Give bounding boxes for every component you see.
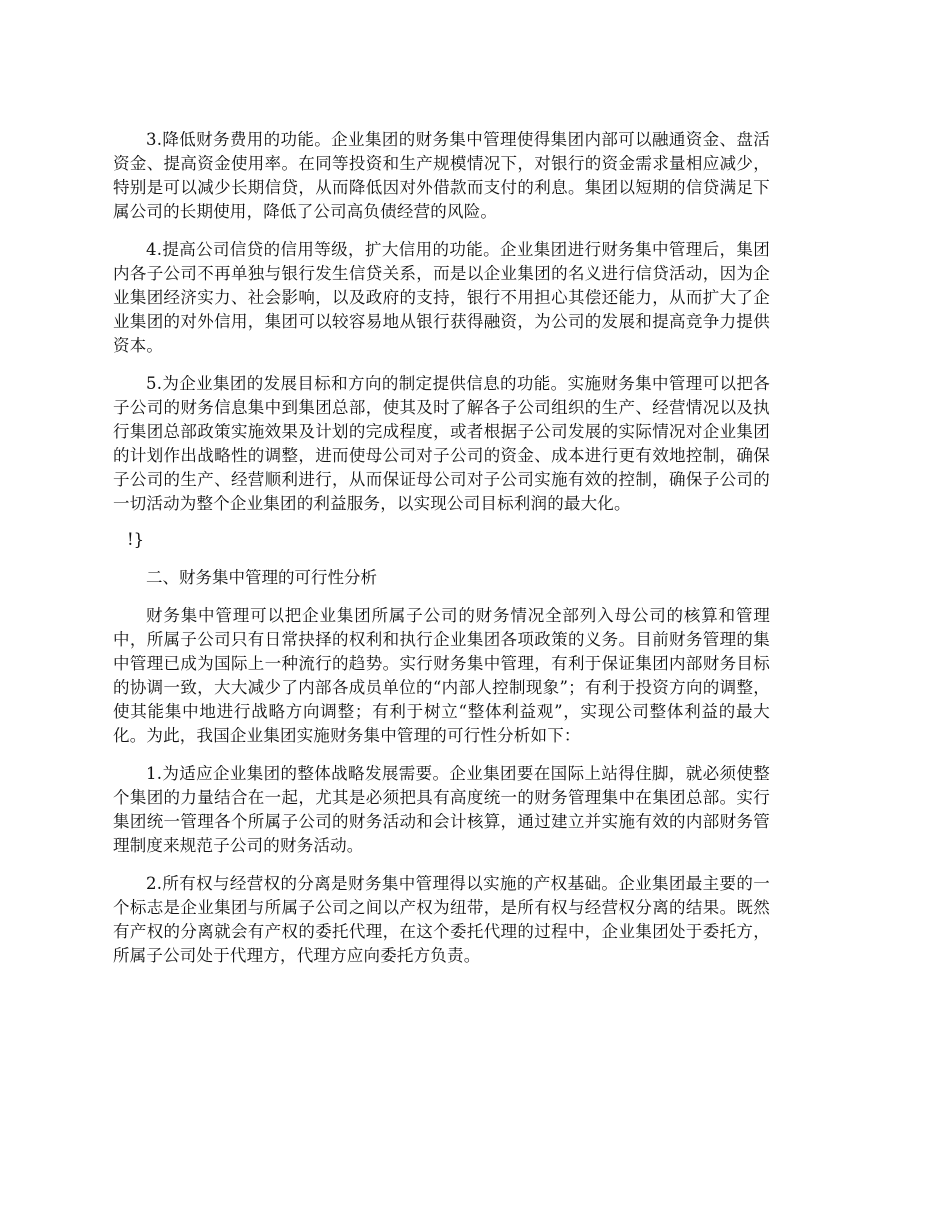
paragraph-function-4: 4.提高公司信贷的信用等级，扩大信用的功能。企业集团进行财务集中管理后，集团内各子公司不再单独与银行发生信贷关系，而是以企业集团的名义进行信贷活动，因为企业集团经济实力、社会影响，以及政府的支持，银行不用担心其偿还能力，从而扩大了企业集团的对外信用，集团可以较容易地从银行获得融资，为公司的发展和提高竞争力提供资本。 — [113, 240, 770, 355]
paragraph-function-3: 3.降低财务费用的功能。企业集团的财务集中管理使得集团内部可以融通资金、盘活资金、提高资金使用率。在同等投资和生产规模情况下，对银行的资金需求量相应减少，特别是可以减少长期信贷，从而降低因对外借款而支付的利息。集团以短期的信贷满足下属公司的长期使用，降低了公司高负债经营的风险。 — [113, 130, 770, 221]
stray-separator-text: !} — [127, 530, 145, 549]
paragraph-feasibility-1: 1.为适应企业集团的整体战略发展需要。企业集团要在国际上站得住脚，就必须使整个集团的力量结合在一起，尤其是必须把具有高度统一的财务管理集中在集团总部。实行集团统一管理各个所属子公司的财务活动和会计核算，通过建立并实施有效的内部财务管理制度来规范子公司的财务活动。 — [113, 764, 770, 855]
paragraph-feasibility-2: 2.所有权与经营权的分离是财务集中管理得以实施的产权基础。企业集团最主要的一个标志是企业集团与所属子公司之间以产权为纽带，是所有权与经营权分离的结果。既然有产权的分离就会有产权的委托代理，在这个委托代理的过程中，企业集团处于委托方，所属子公司处于代理方，代理方应向委托方负责。 — [113, 874, 770, 965]
document-page — [113, 128, 770, 968]
paragraph-function-5: 5.为企业集团的发展目标和方向的制定提供信息的功能。实施财务集中管理可以把各子公司的财务信息集中到集团总部，使其及时了解各子公司组织的生产、经营情况以及执行集团总部政策实施效果及计划的完成程度，或者根据子公司发展的实际情况对企业集团的计划作出战略性的调整，进而使母公司对子公司的资金、成本进行更有效地控制，确保子公司的生产、经营顺利进行，从而保证母公司对子公司实施有效的控制，确保子公司的一切活动为整个企业集团的利益服务，以实现公司目标利润的最大化。 — [113, 374, 770, 513]
section-heading: 二、财务集中管理的可行性分析 — [146, 568, 377, 587]
paragraph-feasibility-intro: 财务集中管理可以把企业集团所属子公司的财务情况全部列入母公司的核算和管理中，所属子公司只有日常抉择的权利和执行企业集团各项政策的义务。目前财务管理的集中管理已成为国际上一种流行的趋势。实行财务集中管理，有利于保证集团内部财务目标的协调一致，大大减少了内部各成员单位的“内部人控制现象”；有利于投资方向的调整，使其能集中地进行战略方向调整；有利于树立“整体利益观”，实现公司整体利益的最大化。为此，我国企业集团实施财务集中管理的可行性分析如下： — [113, 606, 770, 745]
